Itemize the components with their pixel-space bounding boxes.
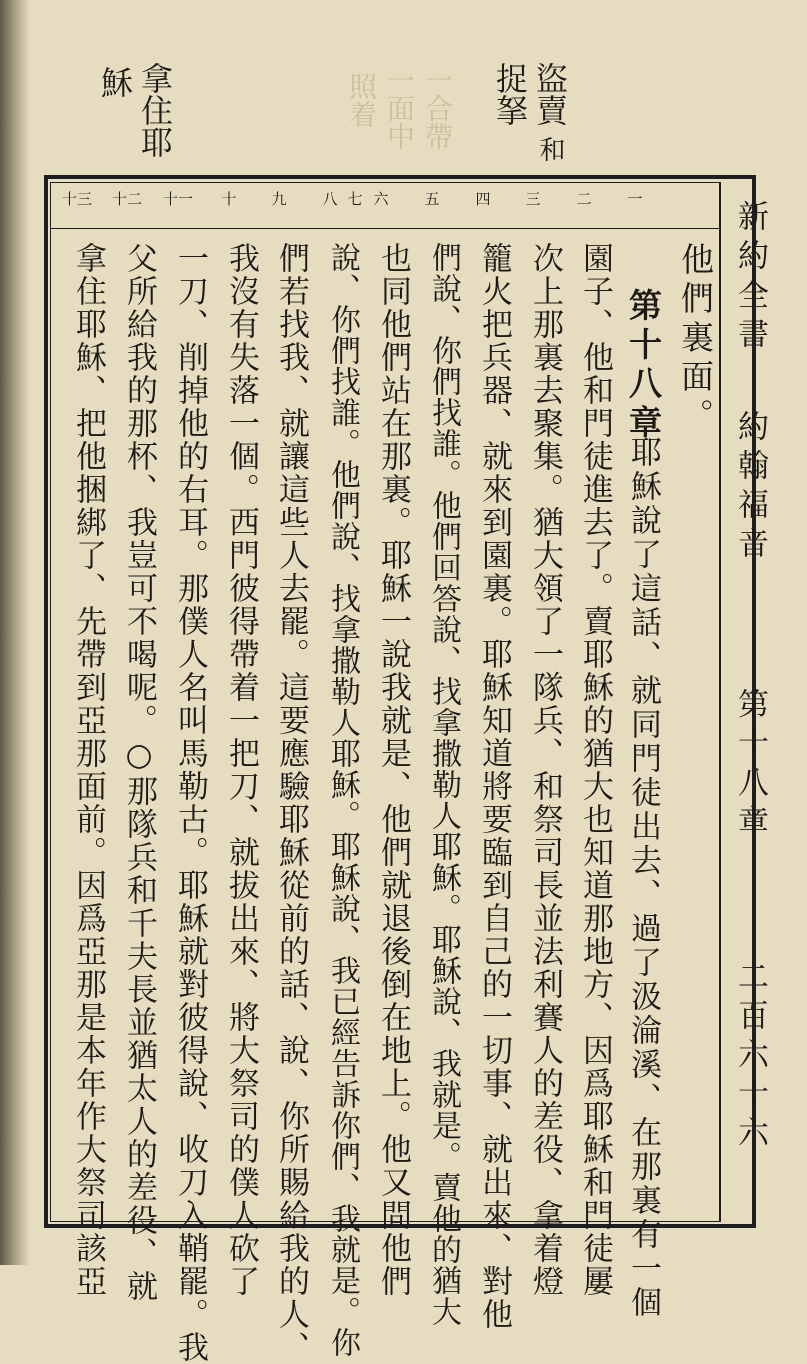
- text-column-1: 他們裏面。: [676, 242, 715, 437]
- text-column-5: 籠火把兵器、就來到園裏。耶穌知道將要臨到自己的一切事、就出來、對他: [476, 242, 512, 1331]
- verse-number: 十三: [62, 190, 93, 208]
- verse-number: 十: [221, 190, 237, 208]
- page-number: 二百六十六: [732, 960, 768, 1155]
- margin-note-right-1: 盜賣: [531, 62, 569, 126]
- verse-number: 五: [424, 190, 440, 208]
- header-divider-rule: [720, 182, 721, 1222]
- verse-number: 八: [322, 190, 338, 208]
- text-column-7: 也同他們站在那裏。耶穌一說我就是、他們就退後倒在地上。他又問他們: [375, 242, 411, 1298]
- verse-number: 九: [271, 190, 287, 208]
- verse-number: 六: [373, 190, 389, 208]
- text-column-2: 耶穌說了這話、就同門徒出去、過了汲淪溪、在那裏有一個: [625, 436, 661, 1320]
- bleed-through-text-2: 一面中: [383, 66, 416, 150]
- text-column-11: 一刀、削掉他的右耳。那僕人名叫馬勒古。耶穌就對彼得說、收刀入鞘罷。我: [172, 242, 208, 1364]
- verse-number-rule: [50, 228, 720, 229]
- bleed-through-text-3: 照着: [345, 72, 378, 128]
- verse-number: 七: [347, 190, 363, 208]
- verse-number: 三: [525, 190, 541, 208]
- chapter-header: 第十八章: [732, 688, 768, 844]
- text-column-13: 拿住耶穌、把他捆綁了、先帶到亞那面前。因爲亞那是本年作大祭司該亞: [70, 242, 106, 1298]
- verse-number: 十一: [163, 190, 194, 208]
- verse-number: 一: [627, 190, 643, 208]
- margin-note-left-1: 拿住耶: [136, 62, 174, 158]
- margin-note-right-sub: 和: [535, 136, 565, 162]
- page-edge-shadow: [0, 0, 30, 1265]
- text-column-12: 父所給我的那杯、我豈可不喝呢。○那隊兵和千夫長並猶太人的差役、就: [121, 242, 157, 1303]
- margin-note-left-2: 穌: [96, 66, 134, 98]
- book-title: 新約全書: [732, 200, 768, 356]
- bleed-through-text-1: 一合帶: [421, 66, 454, 150]
- text-column-3: 園子、他和門徒進去了。賣耶穌的猶大也知道那地方、因爲耶穌和門徒屢: [577, 242, 613, 1298]
- text-column-9: 們若找我、就讓這些人去罷。這要應驗耶穌從前的話、說、你所賜給我的人、: [273, 242, 309, 1364]
- margin-note-right-2: 捉拏: [491, 62, 529, 126]
- verse-number: 四: [475, 190, 491, 208]
- verse-number: 十二: [112, 190, 143, 208]
- chapter-heading: 第十八章: [624, 288, 663, 444]
- gospel-title: 約翰福音: [732, 410, 768, 566]
- text-column-10: 我沒有失落一個。西門彼得帶着一把刀、就拔出來、將大祭司的僕人砍了: [223, 242, 259, 1298]
- verse-number: 二: [576, 190, 592, 208]
- text-column-6: 們說、你們找誰。他們回答說、找拿撒勒人耶穌。耶穌說、我就是。賣他的猶大: [426, 242, 461, 1327]
- text-column-8: 說、你們找誰。他們說、找拿撒勒人耶穌。耶穌說、我已經告訴你們、我就是。你: [325, 242, 360, 1358]
- text-column-4: 次上那裏去聚集。猶大領了一隊兵、和祭司長並法利賽人的差役、拿着燈: [527, 242, 563, 1298]
